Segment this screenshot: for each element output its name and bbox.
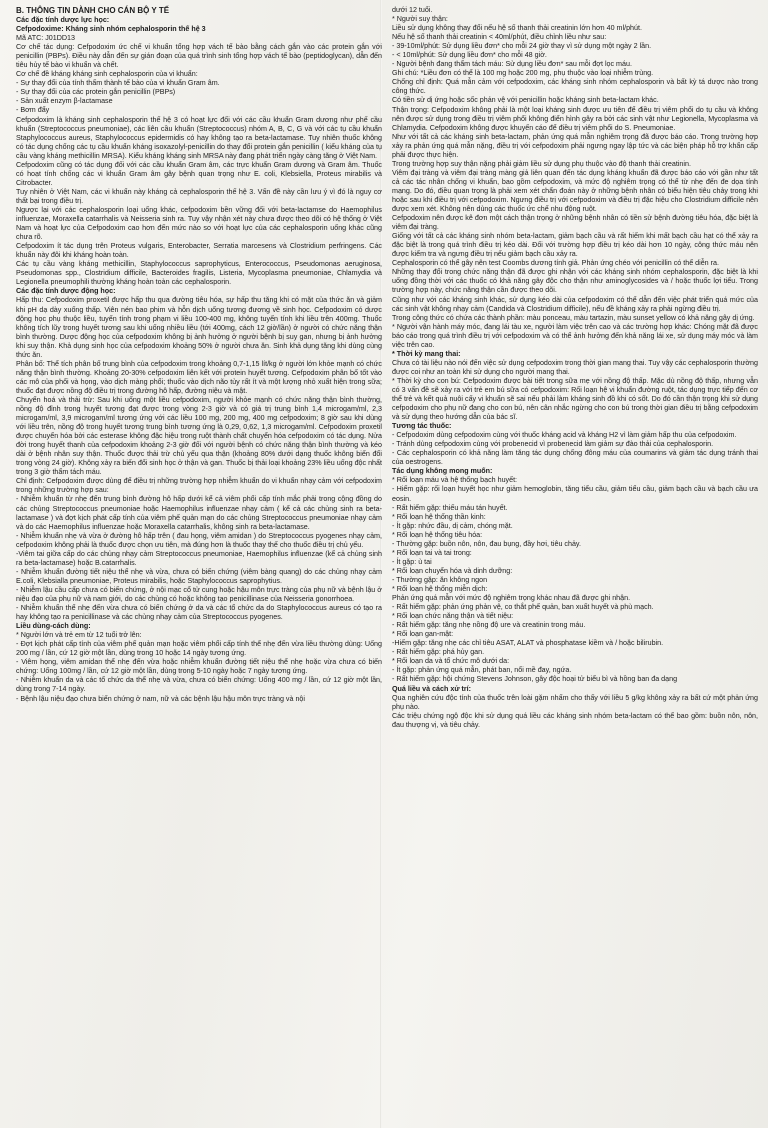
paragraph: * Rối loạn gan-mật:: [392, 630, 454, 639]
paragraph: - Đợt kịch phát cấp tính của viêm phế quản mạn hoặc viêm phổi cấp tính thể nhẹ đến vừa liều thường dùng: Uống 200 mg / lần, cứ 12 giờ một lần, dùng trong 10 hoặc 14 ngày tương ứng.: [16, 640, 382, 658]
paragraph: Phản ứng quá mẫn với mức độ nghiêm trọng khác nhau đã được ghi nhận.: [392, 594, 631, 603]
paragraph: - Sự thay đổi của các protein gắn penicillin (PBPs): [16, 88, 176, 97]
paragraph: Cefpodoxime: Kháng sinh nhóm cephalosporin thế hệ 3: [16, 25, 206, 34]
paragraph: * Rối loạn hệ thống miễn dịch:: [392, 585, 488, 593]
paragraph: - Thường gặp: buồn nôn, nôn, đau bụng, đầy hơi, tiêu chảy.: [392, 539, 581, 548]
paragraph: Mã ATC: J01DD13: [16, 34, 75, 43]
right-column: [392, 6, 758, 730]
paragraph: - Ít gặp: ù tai: [392, 557, 432, 566]
section-heading-tuong-tac-thuoc: Tương tác thuốc:: [392, 422, 452, 431]
paragraph: - Người bệnh đang thẩm tách máu: Sử dụng liều đơn* sau mỗi đợt lọc máu.: [392, 60, 632, 69]
paragraph: Viêm đại tràng và viêm đại tràng màng giả liên quan đến tác dụng kháng khuẩn đã được báo cáo với gần như tất cả các tác nhân chống vi khuẩn, bao gồm cefpodoxim, và mức độ nghiêm trọng có thể từ nhẹ đến đe dọa tính mạng. Do đó, điều quan trọng là phải xem xét chẩn đoán này ở những bệnh nhân có biểu hiện tiêu chảy trong khi hoặc sau khi điều trị với cefpodoxim. Ngưng điều trị với cefpodoxim và điều trị đặc hiệu cho Clostridium difficile nên được xem xét. Không nên dùng các thuốc ức chế nhu động ruột.: [392, 168, 758, 214]
paragraph: Trong công thức có chứa các thành phần: màu ponceau, màu tartazin, màu sunset yellow có khả năng gây dị ứng.: [392, 313, 755, 322]
paragraph: - < 10ml/phút: Sử dụng liều đơn* cho mỗi 48 giờ.: [392, 51, 547, 60]
paragraph: * Rối loạn chức năng thận và tiết niệu:: [392, 612, 514, 621]
paragraph: * Thời kỳ cho con bú: Cefpodoxim được bài tiết trong sữa mẹ với nồng độ thấp. Mặc dù nồng độ thấp, nhưng vẫn có 3 vấn đề sẽ xảy ra với trẻ em bú sữa có cefpodoxim: Rối loạn hệ vi khuẩn đường ruột, tác dụng trực tiếp đến cơ thể trẻ và kết quả nuôi cấy vi khuẩn sẽ sai nếu phải làm kháng sinh đồ khi có sốt. Do đó cần thận trọng khi sử dụng cefpodoxim cho phụ nữ đang cho con bú, nên cân nhắc ngừng cho con bú trong thời gian điều trị bằng cefpodoxim và sử dụng theo hướng dẫn của bác sĩ.: [392, 376, 758, 422]
paragraph: - Nhiễm khuẩn từ nhẹ đến trung bình đường hô hấp dưới kể cả viêm phổi cấp tính mắc phải trong cộng đồng do các chủng Streptococcus pneumoniae hoặc Haemophilus influenzae nhạy cảm ( kể cả các chủng sinh ra beta-lactamase ) và đợt kịch phát cấp tính của viêm phế quản mạn do các chủng Streptococcus pneumoniae nhạy cảm và do các Haemophilus influenzae hoặc Moraxella catarrhalis, không sinh ra beta-lactamase.: [16, 495, 382, 531]
paragraph: * Rối loạn máu và hệ thống bạch huyết:: [392, 476, 518, 485]
paragraph: Cefpodoxim là kháng sinh cephalosporin thế hệ 3 có hoạt lực đối với các cầu khuẩn Gram dương như phế cầu khuẩn (Streptococcus pneumoniae), các liên cầu khuẩn (Streptococcus) nhóm A, B, C, G và với các tụ cầu khuẩn Staphylococcus aureus, Staphylococcus epidermidis có hay không tạo ra beta-lactamase. Tuy nhiên thuốc không có tác dụng chống các tụ cầu khuẩn kháng isoxazolyl-penicillin do thay đổi protein gắn penicillin ( kiểu kháng của tụ cầu vàng kháng methicillin MRSA). Kiểu kháng kháng sinh MRSA này đang phát triển ngày càng tăng ở Việt Nam.: [16, 115, 382, 160]
paragraph: - 39-10ml/phút: Sử dụng liều đơn* cho mỗi 24 giờ thay vì sử dụng một ngày 2 lần.: [392, 42, 652, 51]
paragraph: - Sự thay đổi của tính thấm thành tế bào của vi khuẩn Gram âm.: [16, 79, 220, 88]
paragraph: - Hiếm gặp: rối loạn huyết học như giảm hemoglobin, tăng tiểu cầu, giảm tiểu cầu, giảm bạch cầu và bạch cầu ưa eosin.: [392, 485, 758, 503]
paragraph: * Người vận hành máy móc, đang lái tàu xe, người làm việc trên cao và các trường hợp khác: Chóng mặt đã được báo cáo trong quá trình điều trị với cefpodoxim và có thể ảnh hưởng đến khả năng lái xe, sử dụng máy móc và làm việc trên cao.: [392, 322, 758, 349]
section-heading-b-thong-tin-danh-cho-can-bo-y-te: B. THÔNG TIN DÀNH CHO CÁN BỘ Y TẾ: [16, 6, 170, 15]
paragraph: * Rối loạn da và tổ chức mô dưới da:: [392, 657, 510, 666]
paragraph: - Các cephalosporin có khả năng làm tăng tác dụng chống đông máu của coumarins và giảm tác dụng tránh thai của oestrogens.: [392, 449, 758, 467]
paragraph: - Nhiễm lậu cầu cấp chưa có biến chứng, ở nội mạc cổ tử cung hoặc hậu môn trực tràng của phụ nữ và bệnh lậu ở niệu đạo của phụ nữ và nam giới, do các chủng có hoặc không tạo penicillinase của Neisseria gonorrhoea.: [16, 585, 382, 603]
paragraph: - Thường gặp: ăn không ngon: [392, 575, 488, 584]
paragraph: Nếu hệ số thanh thải creatinin < 40ml/phút, điều chỉnh liều như sau:: [392, 33, 607, 42]
paragraph: * Người suy thận:: [392, 15, 448, 24]
paragraph: Giống với tất cả các kháng sinh nhóm beta-lactam, giảm bạch cầu và rất hiếm khi mất bạch cầu hạt có thể xảy ra đặc biệt là trong quá trình điều trị kéo dài. Đối với trường hợp điều trị kéo dài hơn 10 ngày, công thức máu nên được kiểm tra và ngưng điều trị nếu giảm bạch cầu xảy ra.: [392, 232, 758, 259]
paragraph: - Rất hiếm gặp: phá hủy gan.: [392, 648, 485, 657]
paragraph: -Hiếm gặp: tăng nhẹ các chỉ tiêu ASAT, ALAT và phosphatase kiềm và / hoặc bilirubin.: [392, 639, 664, 648]
section-heading-tac-dung-khong-mong-muon: Tác dụng không mong muốn:: [392, 467, 493, 476]
paragraph: Cơ chế tác dụng: Cefpodoxim ức chế vi khuẩn tổng hợp vách tế bào bằng cách gắn vào các protein gắn với penicillin (PBPs). Điều này dẫn đến sự gián đoạn của quá trình sinh tổng hợp vách tế bào (peptidoglycan), dẫn đến tiêu hủy tế bào vi khuẩn và chết.: [16, 43, 382, 70]
paragraph: Những thay đổi trong chức năng thận đã được ghi nhận với các kháng sinh nhóm cephalosporin, đặc biệt là khi uống đồng thời với các thuốc có khả năng gây độc cho thận như aminoglycosides và / hoặc thuốc lợi tiểu. Trong trường hợp này, chức năng thận cần được theo dõi.: [392, 268, 758, 295]
section-heading-qua-lieu-va-cach-xu-tri: Quá liều và cách xử trí:: [392, 684, 471, 693]
paragraph: Cephalosporin có thể gây nên test Coombs dương tính giả. Phản ứng chéo với penicillin có thể diễn ra.: [392, 259, 719, 268]
paragraph: Chỉ định: Cefpodoxim được dùng để điều trị những trường hợp nhiễm khuẩn do vi khuẩn nhạy cảm với cefpodoxim trong những trường hợp sau:: [16, 477, 382, 495]
paragraph: Qua nghiên cứu độc tính của thuốc trên loài gặm nhấm cho thấy với liều 5 g/kg không xảy ra bất cứ một phản ứng phụ nào.: [392, 693, 758, 711]
left-column: [16, 6, 382, 704]
paragraph: - Rất hiếm gặp: thiếu máu tán huyết.: [392, 503, 508, 512]
paragraph: Liều sử dụng không thay đổi nếu hệ số thanh thải creatinin lớn hơn 40 ml/phút.: [392, 24, 642, 33]
paragraph: Chuyển hoá và thải trừ: Sau khi uống một liều cefpodoxim, người khỏe mạnh có chức năng thận bình thường, nồng độ đỉnh trong huyết tương đạt được trong vòng 2-3 giờ và có giá trị trung bình 1,4 microgam/ml, 2,3 microgam/ml, 3,9 microgam/ml tương ứng với các liều 100 mg, 200 mg, 400 mg cefpodoxim; 8 giờ sau khi dùng với liều trên, nồng độ trong huyết tương trung bình tương ứng là 0,29, 0,62, 1,3 microgam/ml. Cefpodoxim proxetil được chuyển hóa bởi các esterase không đặc hiệu trong ruột thành chất chuyển hóa cefpodoxim có tác dụng. Nửa đời trong huyết thanh của cefpodoxim khoảng 2-3 giờ đối với người bệnh có chức năng thận bình thường và kéo dài ở bệnh nhân suy thận. Thuốc được thải trừ chủ yếu qua thận (khoảng 80% dưới dạng thuốc không biến đổi trong vòng 24 giờ). Không xảy ra biến đổi sinh học ở thận và gan. Thuốc bị thải loại khoảng 23% liều uống độc nhất trong 3 giờ thẩm tách máu.: [16, 395, 382, 477]
paragraph: - Tránh dùng cefpodoxim cùng với probenecid vì probenecid làm giảm sự đào thải của cephalosporin.: [392, 440, 714, 449]
paragraph: - Ít gặp: phản ứng quá mẫn, phát ban, nổi mề đay, ngứa.: [392, 666, 572, 675]
paragraph: Các tụ cầu vàng kháng methicillin, Staphylococcus saprophyticus, Enterococcus, Pseudomonas aeruginosa, Pseudomonas spp., Clostridium difficile, Bacteroides fragilis, Listeria, Mycoplasma pneumoniae, Chlamydia và Legionella pneumophili thường kháng hoàn toàn các cephalosporin.: [16, 260, 382, 287]
section-heading-cac-dac-tinh-duoc-dong-hoc: Các đặc tính dược động học:: [16, 287, 116, 296]
paragraph: Hấp thu: Cefpodoxim proxetil được hấp thu qua đường tiêu hóa, sự hấp thu tăng khi có mặt của thức ăn và giảm khi pH dạ dày xuống thấp. Viên nén bao phim và hỗn dịch uống tương đương về sinh học. Cefpodoxim có dược động học phụ thuộc liều, tuyến tính trong phạm vi liều 100-400 mg, không tuyến tính khi liều trên 400mg. Thuốc không tích lũy trong huyết tương sau khi uống nhiều liều (tới 400mg, cách 12 giờ/lần) ở người có chức năng thận bình thường. Dược động học của cefpodoxim không bị ảnh hưởng ở người bệnh bị suy gan, nhưng bị ảnh hưởng khi suy thận. Khả dụng sinh học của cefpodoxim khoảng 50% ở người chưa ăn. Sinh khả dụng tăng khi dùng cùng thức ăn.: [16, 296, 382, 359]
paragraph: * Rối loạn hệ thống thần kinh:: [392, 512, 486, 521]
paragraph: Chưa có tài liệu nào nói đến việc sử dụng cefpodoxim trong thời gian mang thai. Tuy vậy các cephalosporin thường được coi như an toàn khi sử dụng cho người mang thai.: [392, 358, 758, 376]
section-heading-lieu-dung-cach-dung: Liều dùng-cách dùng:: [16, 622, 91, 631]
paragraph: * Rối loạn tai và tai trong:: [392, 548, 472, 557]
paragraph: - Cefpodoxim dùng cefpodoxim cùng với thuốc kháng acid và kháng H2 vì làm giảm hấp thu của cefpodoxim.: [392, 431, 737, 440]
paragraph: Trong trường hợp suy thận nặng phải giảm liều sử dụng phụ thuộc vào độ thanh thải creatinin.: [392, 159, 691, 168]
paragraph: * Rối loạn hệ thống tiêu hóa:: [392, 530, 483, 539]
paragraph: - Rất hiếm gặp: phản ứng phản vệ, co thắt phế quản, ban xuất huyết và phù mạch.: [392, 603, 654, 612]
paragraph: - Nhiễm khuẩn da và các tổ chức da thể nhẹ và vừa, chưa có biến chứng: Uống 400 mg / lần, cứ 12 giờ một lần, dùng trong 7-14 ngày.: [16, 676, 382, 694]
paragraph: * Người lớn và trẻ em từ 12 tuổi trở lên:: [16, 631, 142, 640]
paragraph: - Nhiễm khuẩn thể nhẹ đến vừa chưa có biến chứng ở da và các tổ chức da do Staphylococcus aureus có tạo ra hay không tạo ra penicillinase và các chủng nhạy cảm của Streptococcus pyogenes.: [16, 604, 382, 622]
paragraph: Thận trọng: Cefpodoxim không phải là một loại kháng sinh được ưu tiên để điều trị viêm phổi do tụ cầu và không nên được sử dụng trong điều trị viêm phổi không điển hình gây ra bởi các sinh vật như Legionella, Mycoplasma và Chlamydia. Cefpodoxim không được khuyến cáo để điều trị viêm phổi do S. Pneumoniae.: [392, 105, 758, 132]
paragraph: - Nhiễm khuẩn đường tiết niệu thể nhẹ và vừa, chưa có biến chứng (viêm bàng quang) do các chủng nhạy cảm E.coli, Klebsialla pneumoniae, Proteus mirabilis, hoặc Staphylococcus saprophytius.: [16, 567, 382, 585]
paragraph: -Viêm tai giữa cấp do các chủng nhạy cảm Streptococcus pneumoniae, Haemophilus influenzae (kể cả chủng sinh ra beta-lactamase) hoặc B.catarrhalis.: [16, 549, 382, 567]
paragraph: Các triệu chứng ngộ độc khi sử dụng quá liều các kháng sinh nhóm beta-lactam có thể bao gồm: buồn nôn, nôn, đau thượng vị, và tiêu chảy.: [392, 711, 758, 729]
paragraph: - Rất hiếm gặp: hội chứng Stevens Johnson, gây độc hoại tử biểu bì và hồng ban đa dạng: [392, 675, 678, 684]
paragraph: Có tiền sử dị ứng hoặc sốc phản vệ với penicillin hoặc kháng sinh beta-lactam khác.: [392, 96, 659, 105]
paragraph: Cefpodoxim ít tác dụng trên Proteus vulgaris, Enterobacter, Serratia marcesens và Clostridium perfringens. Các khuẩn này đôi khi kháng hoàn toàn.: [16, 242, 382, 260]
paragraph: - Ít gặp: nhức đầu, dị cảm, chóng mặt.: [392, 521, 513, 530]
paragraph: Chống chỉ định: Quá mẫn cảm với cefpodoxim, các kháng sinh nhóm cephalosporin và bất kỳ tá dược nào trong công thức.: [392, 78, 758, 96]
paragraph: Như với tất cả các kháng sinh beta-lactam, phản ứng quá mẫn nghiêm trọng đã được báo cáo. Trong trường hợp xảy ra phản ứng quá mẫn nặng, điều trị với cefpodoxim phải ngưng ngay lập tức và các biện pháp hỗ trợ khẩn cấp phải được thực hiện.: [392, 132, 758, 159]
paragraph: dưới 12 tuổi.: [392, 6, 433, 14]
paragraph: Cefpodoxim cũng có tác dụng đối với các cầu khuẩn Gram âm, các trực khuẩn Gram dương và Gram âm. Thuốc có hoạt tính chống các vi khuẩn Gram âm gây bệnh quan trọng như E. coli, Klebsiella, Proteus mirabilis và Citrobacter.: [16, 160, 382, 187]
paragraph: Cũng như với các kháng sinh khác, sử dụng kéo dài của cefpodoxim có thể dẫn đến việc phát triển quá mức của các sinh vật không nhạy cảm (Candida và Clostridium difficile), nếu đề kháng xảy ra phải ngừng điều trị.: [392, 295, 758, 313]
paragraph: - Sản xuất enzym β-lactamase: [16, 97, 113, 106]
paragraph: - Bơm đẩy: [16, 106, 50, 115]
paragraph: Ghi chú: *Liều đơn có thể là 100 mg hoặc 200 mg, phụ thuộc vào loại nhiễm trùng.: [392, 69, 654, 78]
paragraph: - Rất hiếm gặp: tăng nhẹ nồng độ ure và creatinin trong máu.: [392, 621, 586, 630]
paragraph: Phân bố: Thể tích phân bố trung bình của cefpodoxim trong khoảng 0,7-1,15 lít/kg ở người lớn khỏe mạnh có chức năng thận bình thường. Khoảng 20-30% cefpodoxim liên kết với protein huyết tương. Cefpodoxim phân bố tốt vào các mô của phổi và họng, vào dịch màng phổi; thuốc vào dịch não tủy rất ít và một lượng nhỏ xuất hiện trong sữa; thuốc đạt được nồng độ điều trị trong đường hô hấp, đường niệu và mật.: [16, 359, 382, 395]
section-heading-cac-dac-tinh-duoc-luc-hoc: Các đặc tính dược lực học:: [16, 16, 110, 24]
paragraph: - Viêm họng, viêm amidan thể nhẹ đến vừa hoặc nhiễm khuẩn đường tiết niệu thể nhẹ hoặc vừa chưa có biến chứng: Uống 100mg / lần, cứ 12 giờ một lần, dùng trong 5-10 ngày hoặc 7 ngày tương ứng.: [16, 658, 382, 676]
section-heading-thoi-ky-mang-thai: * Thời kỳ mang thai:: [392, 349, 461, 358]
paragraph: - Bệnh lậu niệu đạo chưa biến chứng ở nam, nữ và các bệnh lậu hậu môn trực tràng và nội: [16, 694, 305, 703]
paragraph: Cơ chế đề kháng kháng sinh cephalosporin của vi khuẩn:: [16, 70, 198, 79]
paragraph: * Rối loạn chuyển hóa và dinh dưỡng:: [392, 566, 513, 575]
paragraph: Cefpodoxim nên được kê đơn một cách thận trọng ở những bệnh nhân có tiền sử bệnh đường tiêu hóa, đặc biệt là viêm đại tràng.: [392, 214, 758, 232]
paragraph: - Nhiễm khuẩn nhẹ và vừa ở đường hô hấp trên ( đau họng, viêm amidan ) do Streptococcus pyogenes nhạy cảm, cefpodoxim không phải là thuốc được chọn ưu tiên, mà đúng hơn là thuốc thay thế cho thuốc điều trị chủ yếu.: [16, 531, 382, 549]
paragraph: Ngược lại với các cephalosporin loại uống khác, cefpodoxim bền vững đối với beta-lactamse do Haemophilus influenzae, Moraxella catarrhalis và Neisseria sinh ra. Tuy vậy nhận xét này chưa được theo dõi có hệ thống ở Việt Nam và hoạt lực của Cefpodoxim cao hơn đến mức nào so với hoạt lực của các cephalosporin uống khác cũng chưa rõ.: [16, 205, 382, 242]
paragraph: Tuy nhiên ở Việt Nam, các vi khuẩn này kháng cả cephalosporin thế hệ 3. Vấn đề này cần lưu ý vì đó là nguy cơ thất bại trong điều trị.: [16, 187, 382, 205]
